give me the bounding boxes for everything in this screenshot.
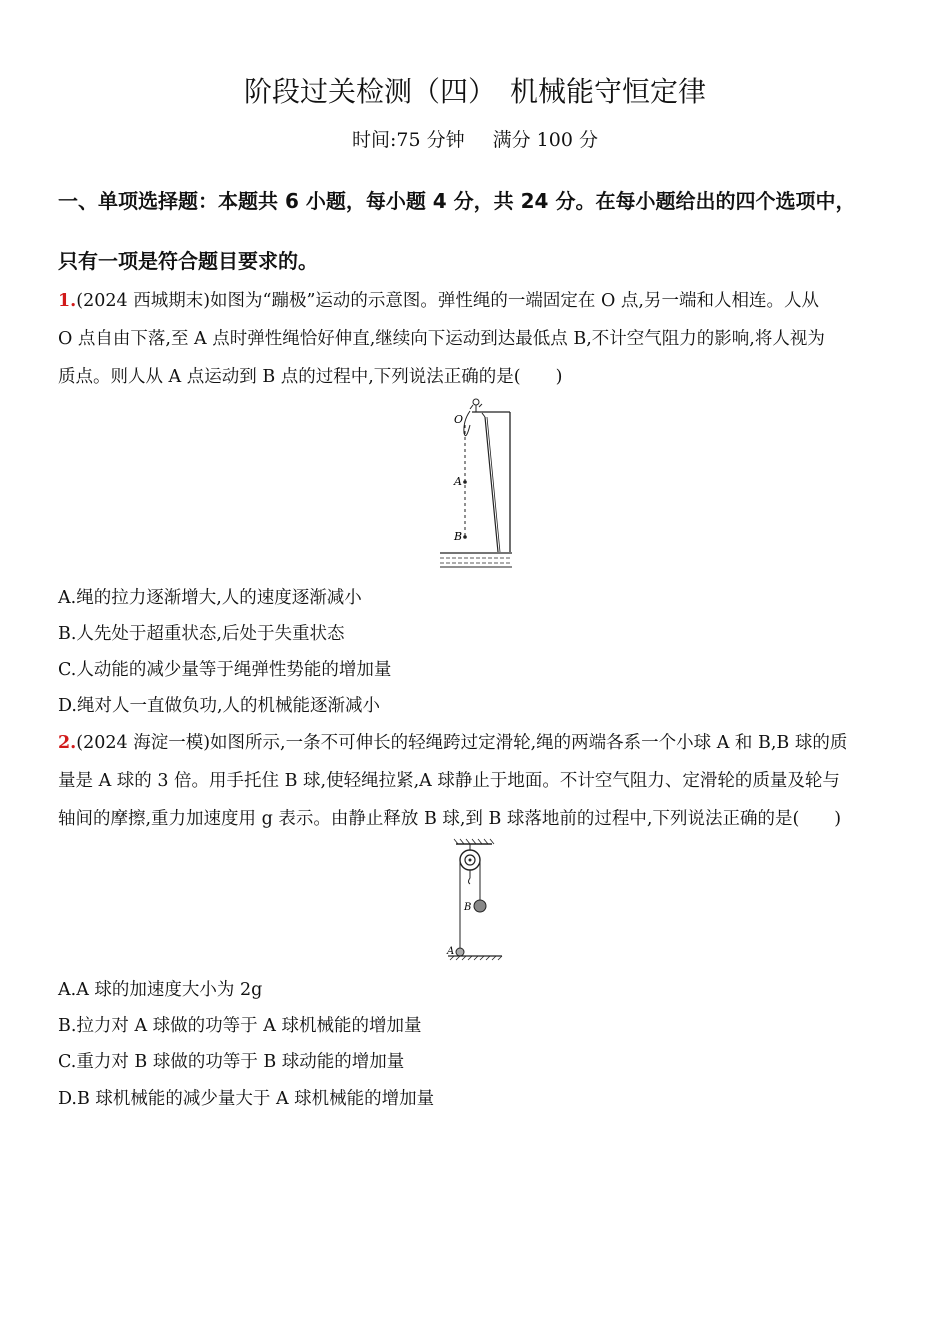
question-1-line2: O 点自由下落,至 A 点时弹性绳恰好伸直,继续向下运动到达最低点 B,不计空气阻力的影响,将人视为 xyxy=(58,329,825,349)
question-1-option-b: B.人先处于超重状态,后处于失重状态 xyxy=(58,624,345,644)
bungee-figure xyxy=(430,395,520,573)
question-2-line3: 轴间的摩擦,重力加速度用 g 表示。由静止释放 B 球,到 B 球落地前的过程中,下列说法正确的是( ) xyxy=(58,809,842,829)
figure-label-a: A xyxy=(454,475,462,488)
section-heading-line1: 一、单项选择题：本题共 6 小题，每小题 4 分，共 24 分。在每小题给出的四个选项中， xyxy=(58,189,856,213)
figure-label-b: B xyxy=(464,902,472,913)
question-1-option-d: D.绳对人一直做负功,人的机械能逐渐减小 xyxy=(58,696,381,716)
question-1-line3: 质点。则人从 A 点运动到 B 点的过程中,下列说法正确的是( ) xyxy=(58,367,563,387)
question-2-option-b: B.拉力对 A 球做的功等于 A 球机械能的增加量 xyxy=(58,1016,422,1036)
page-title: 阶段过关检测（四） 机械能守恒定律 xyxy=(243,75,706,108)
figure-label-b: B xyxy=(454,530,463,543)
pulley-figure xyxy=(440,838,508,964)
question-2-number: 2. xyxy=(58,733,77,753)
exam-score: 满分 100 分 xyxy=(492,129,598,151)
question-1-option-c: C.人动能的减少量等于绳弹性势能的增加量 xyxy=(58,660,392,680)
question-1-number: 1. xyxy=(58,291,77,311)
section-heading-line2: 只有一项是符合题目要求的。 xyxy=(58,249,318,273)
question-1-option-a: A.绳的拉力逐渐增大,人的速度逐渐减小 xyxy=(58,588,362,608)
question-2-line1: 2.(2024 海淀一模)如图所示,一条不可伸长的轻绳跨过定滑轮,绳的两端各系一个小球 A 和 B,B 球的质 xyxy=(58,733,848,753)
exam-info xyxy=(0,125,950,152)
question-2-option-c: C.重力对 B 球做的功等于 B 球动能的增加量 xyxy=(58,1052,405,1072)
figure-label-a: A xyxy=(447,946,455,957)
exam-time: 时间:75 分钟 xyxy=(352,129,465,151)
question-2-line2: 量是 A 球的 3 倍。用手托住 B 球,使轻绳拉紧,A 球静止于地面。不计空气阻力、定滑轮的质量及轮与 xyxy=(58,771,840,791)
question-2-option-d: D.B 球机械能的减少量大于 A 球机械能的增加量 xyxy=(58,1089,435,1109)
question-1-line1: 1.(2024 西城期末)如图为“蹦极”运动的示意图。弹性绳的一端固定在 O 点,另一端和人相连。人从 xyxy=(58,291,819,311)
figure-label-o: O xyxy=(454,413,464,426)
question-2-option-a: A.A 球的加速度大小为 2g xyxy=(58,980,263,1000)
